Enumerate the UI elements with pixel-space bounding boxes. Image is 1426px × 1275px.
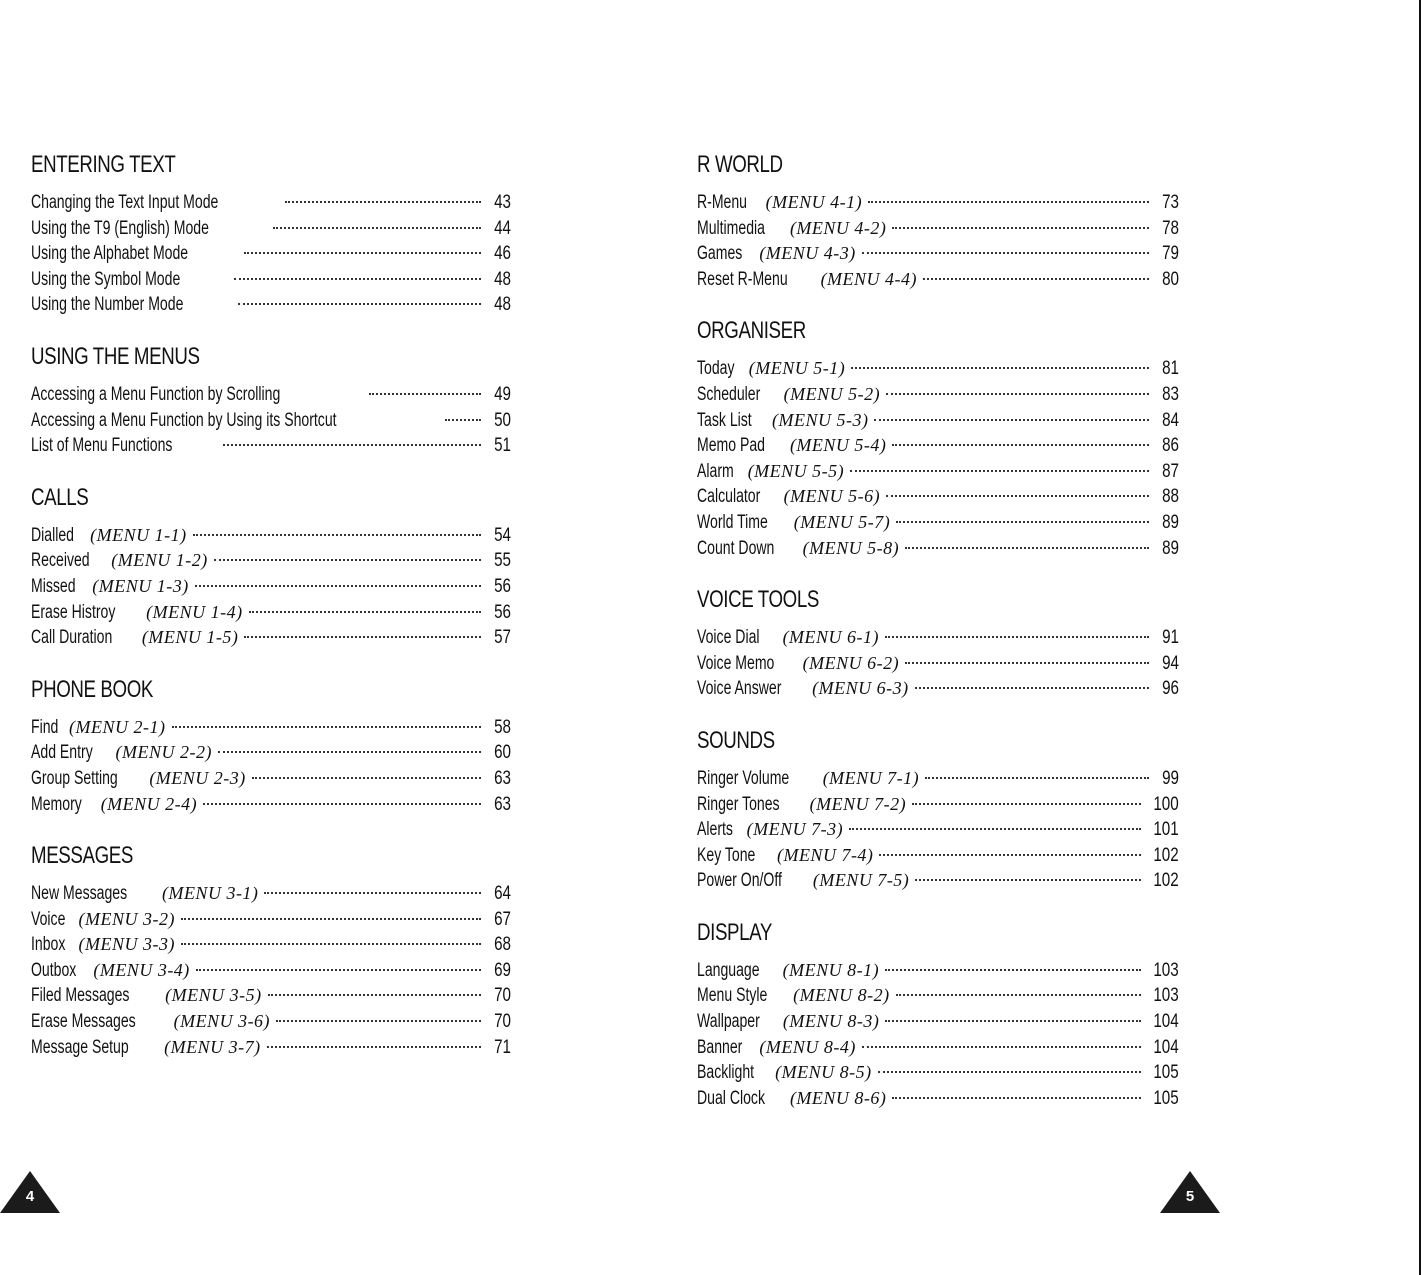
- toc-entry-text: [697, 356, 845, 382]
- dot-leader: [868, 181, 1149, 203]
- toc-entry-text: [697, 241, 856, 267]
- toc-entry-page-number: 69: [494, 959, 511, 981]
- dot-leader: [196, 949, 481, 971]
- toc-entry-menu-ref: (MENU 2-4): [100, 793, 198, 814]
- toc-section: [31, 148, 511, 314]
- toc-entry-page-number: 49: [494, 383, 511, 405]
- toc-entry-menu-ref: (MENU 3-1): [161, 883, 259, 904]
- section-title: R WORLD: [697, 151, 783, 178]
- toc-entry-menu-ref: (MENU 3-6): [173, 1011, 271, 1032]
- right-page-number: 5: [1185, 1188, 1195, 1205]
- dot-leader: [445, 399, 481, 421]
- toc-entry-page-number: 50: [494, 409, 511, 431]
- toc-entry-menu-ref: (MENU 3-7): [164, 1036, 261, 1057]
- toc-entry-label: Received: [31, 550, 90, 572]
- toc-entry-text: [31, 932, 175, 958]
- toc-entry-text: [697, 1009, 879, 1035]
- toc-entry-menu-ref: (MENU 7-2): [809, 793, 907, 814]
- toc-entry-text: [697, 625, 879, 651]
- toc-entry-menu-ref: (MENU 7-1): [822, 767, 920, 788]
- toc-entry-menu-ref: (MENU 2-1): [69, 716, 166, 737]
- toc-entry-label: Dual Clock: [697, 1087, 765, 1109]
- toc-entry-label: Multimedia: [697, 217, 765, 239]
- dot-leader: [851, 347, 1149, 369]
- toc-entry-page-number: 104: [1153, 1011, 1179, 1033]
- toc-entry-page-number: 103: [1153, 985, 1179, 1007]
- toc-entry-text: [31, 292, 232, 318]
- toc-entry-menu-ref: (MENU 5-4): [789, 435, 887, 456]
- toc-entry-label: Dialled: [31, 524, 74, 546]
- toc-entry-label: Wallpaper: [697, 1011, 760, 1033]
- dot-leader: [195, 565, 481, 587]
- toc-entry-page-number: 54: [494, 524, 511, 546]
- toc-entry-menu-ref: (MENU 1-3): [92, 575, 189, 596]
- section-title: DISPLAY: [697, 918, 772, 946]
- toc-entry-page-number: 102: [1153, 844, 1179, 866]
- toc-entry-label: Erase Histroy: [31, 601, 116, 623]
- dot-leader: [892, 207, 1149, 229]
- section-title: VOICE TOOLS: [697, 586, 819, 614]
- toc-entry-label: Power On/Off: [697, 870, 782, 892]
- toc-entry-label: New Messages: [31, 883, 128, 905]
- toc-entry-text: [31, 625, 238, 651]
- toc-entry-text: [697, 651, 899, 677]
- toc-entry-label: List of Menu Functions: [31, 435, 173, 457]
- toc-entry-text: [31, 382, 363, 408]
- toc-entry-label: Language: [697, 959, 760, 981]
- toc-entry-label: Using the Alphabet Mode: [31, 243, 189, 265]
- toc-entry-page-number: 81: [1162, 358, 1179, 380]
- toc-entry-text: [697, 510, 890, 536]
- dot-leader: [923, 258, 1149, 280]
- toc-entry-menu-ref: (MENU 5-5): [747, 460, 845, 481]
- toc-entry-menu-ref: (MENU 8-6): [789, 1087, 887, 1108]
- toc-entry-page-number: 56: [494, 601, 511, 623]
- dot-leader: [276, 1000, 481, 1022]
- toc-entry-menu-ref: (MENU 5-1): [748, 358, 846, 379]
- dot-leader: [234, 258, 481, 280]
- toc-entry-text: [31, 600, 243, 626]
- toc-entry-page-number: 105: [1153, 1062, 1179, 1084]
- toc-entry-menu-ref: (MENU 5-3): [771, 409, 869, 430]
- left-page-number: 4: [25, 1188, 35, 1205]
- toc-entry-label: Count Down: [697, 537, 775, 559]
- toc-entry-label: Inbox: [31, 934, 66, 956]
- toc-entry-page-number: 63: [494, 767, 511, 789]
- dot-leader: [886, 373, 1149, 395]
- section-title: ENTERING TEXT: [31, 151, 176, 178]
- dot-leader: [885, 949, 1141, 971]
- dot-leader: [862, 1026, 1141, 1048]
- toc-entry-label: Today: [697, 358, 735, 380]
- toc-section: [697, 148, 1179, 288]
- toc-entry-menu-ref: (MENU 2-3): [149, 767, 246, 788]
- toc-entry[interactable]: [697, 672, 1179, 698]
- toc-entry-menu-ref: (MENU 8-3): [782, 1011, 880, 1032]
- toc-entry-page-number: 105: [1153, 1087, 1179, 1109]
- dot-leader: [214, 539, 481, 561]
- toc-entry-text: [697, 958, 879, 984]
- toc-entry-text: [697, 817, 843, 843]
- dot-leader: [285, 181, 481, 203]
- section-title: MESSAGES: [31, 842, 133, 870]
- toc-entry-page-number: 89: [1162, 537, 1179, 559]
- toc-entry-text: [697, 1086, 886, 1112]
- toc-entry-label: Missed: [31, 575, 76, 597]
- toc-entry-menu-ref: (MENU 3-3): [78, 934, 176, 955]
- toc-entry-page-number: 102: [1153, 870, 1179, 892]
- dot-leader: [849, 808, 1141, 830]
- toc-entry[interactable]: [697, 532, 1179, 558]
- toc-entry-menu-ref: (MENU 4-2): [789, 217, 887, 238]
- toc-entry-menu-ref: (MENU 5-7): [793, 511, 891, 532]
- toc-entry-menu-ref: (MENU 3-2): [78, 908, 176, 929]
- toc-entry[interactable]: [31, 288, 511, 314]
- dot-leader: [218, 731, 481, 753]
- toc-entry-label: Outbox: [31, 959, 77, 981]
- toc-entry-label: Calculator: [697, 486, 761, 508]
- toc-entry-text: [697, 267, 917, 293]
- dot-leader: [915, 859, 1141, 881]
- toc-entry-label: Reset R-Menu: [697, 268, 788, 290]
- dot-leader: [885, 1000, 1141, 1022]
- toc-entry-text: [31, 1009, 270, 1035]
- toc-entry-label: Scheduler: [697, 383, 761, 405]
- toc-entry-label: Alerts: [697, 819, 733, 841]
- toc-section: [697, 724, 1179, 890]
- toc-entry-page-number: 104: [1153, 1036, 1179, 1058]
- toc-entry-text: [697, 1035, 856, 1061]
- dot-leader: [172, 706, 481, 728]
- toc-entry-page-number: 58: [494, 716, 511, 738]
- dot-leader: [264, 872, 481, 894]
- toc-entry-page-number: 78: [1162, 217, 1179, 239]
- dot-leader: [879, 834, 1141, 856]
- dot-leader: [862, 232, 1149, 254]
- dot-leader: [892, 1077, 1141, 1099]
- toc-entry-text: [697, 190, 862, 216]
- toc-entry-text: [697, 536, 899, 562]
- toc-entry-text: [31, 433, 217, 459]
- toc-entry-label: Using the Symbol Mode: [31, 268, 181, 290]
- toc-entry-text: [31, 241, 238, 267]
- toc-entry-menu-ref: (MENU 8-5): [775, 1062, 872, 1083]
- dot-leader: [181, 898, 481, 920]
- dot-leader: [915, 667, 1149, 689]
- toc-entry-menu-ref: (MENU 5-8): [802, 537, 900, 558]
- toc-entry-label: R-Menu: [697, 192, 748, 213]
- toc-entry-label: World Time: [697, 511, 768, 533]
- toc-entry-page-number: 57: [494, 627, 511, 649]
- dot-leader: [203, 783, 481, 805]
- toc-entry-page-number: 88: [1162, 486, 1179, 508]
- toc-entry-text: [31, 267, 228, 293]
- dot-leader: [273, 207, 482, 229]
- toc-entry-menu-ref: (MENU 6-3): [812, 678, 909, 699]
- toc-right-column: [697, 148, 1179, 1107]
- toc-entry-page-number: 44: [494, 217, 511, 239]
- section-title: SOUNDS: [697, 726, 775, 754]
- toc-entry-menu-ref: (MENU 8-1): [782, 959, 880, 980]
- toc-entry-label: Memo Pad: [697, 435, 765, 457]
- toc-entry-label: Task List: [697, 409, 752, 431]
- toc-entry-text: [31, 216, 267, 242]
- toc-entry-label: Backlight: [697, 1062, 755, 1084]
- toc-entry-menu-ref: (MENU 1-5): [141, 627, 239, 648]
- dot-leader: [874, 399, 1149, 421]
- toc-entry-label: Games: [697, 243, 743, 265]
- toc-entry-label: Find: [31, 716, 59, 738]
- toc-entry-page-number: 103: [1153, 959, 1179, 981]
- toc-entry-page-number: 63: [494, 793, 511, 815]
- toc-entry-page-number: 55: [494, 550, 511, 572]
- toc-entry-page-number: 67: [494, 908, 511, 930]
- toc-entry-label: Ringer Tones: [697, 793, 780, 815]
- toc-entry-menu-ref: (MENU 3-4): [93, 959, 190, 980]
- toc-entry-label: Memory: [31, 793, 82, 815]
- dot-leader: [885, 616, 1149, 638]
- toc-entry-menu-ref: (MENU 5-6): [783, 486, 881, 507]
- toc-entry-text: [31, 1035, 261, 1061]
- toc-entry-menu-ref: (MENU 8-2): [793, 985, 890, 1006]
- toc-entry-page-number: 56: [494, 575, 511, 597]
- toc-entry-text: [31, 983, 262, 1009]
- toc-entry-text: [697, 983, 890, 1009]
- toc-section: [697, 314, 1179, 557]
- toc-entry-menu-ref: (MENU 6-2): [802, 652, 900, 673]
- toc-entry-label: Voice: [31, 908, 66, 930]
- toc-entry-page-number: 101: [1153, 819, 1179, 841]
- dot-leader: [886, 475, 1149, 497]
- toc-entry-page-number: 91: [1162, 627, 1179, 649]
- dot-leader: [878, 1051, 1142, 1073]
- toc-entry-page-number: 46: [494, 243, 511, 265]
- toc-entry-label: Menu Style: [697, 985, 768, 1007]
- toc-entry[interactable]: [31, 378, 511, 404]
- toc-entry-label: Banner: [697, 1036, 743, 1058]
- toc-entry-label: Accessing a Menu Function by Using its Shortcut: [31, 409, 337, 431]
- toc-entry[interactable]: [697, 1082, 1179, 1108]
- dot-leader: [244, 616, 481, 638]
- toc-entry-label: Using the Number Mode: [31, 294, 184, 316]
- toc-entry-menu-ref: (MENU 8-4): [759, 1036, 856, 1057]
- toc-entry-page-number: 100: [1153, 793, 1179, 815]
- dot-leader: [925, 757, 1149, 779]
- dot-leader: [912, 783, 1141, 805]
- toc-entry-menu-ref: (MENU 7-5): [812, 870, 910, 891]
- toc-entry-text: [31, 190, 279, 216]
- toc-section: [31, 340, 511, 455]
- dot-leader: [181, 923, 481, 945]
- toc-entry-text: [31, 523, 187, 549]
- toc-entry-label: Accessing a Menu Function by Scrolling: [31, 383, 281, 405]
- toc-entry-page-number: 70: [494, 985, 511, 1007]
- toc-entry-page-number: 48: [494, 294, 511, 316]
- toc-entry-label: Erase Messages: [31, 1011, 136, 1033]
- toc-entry-menu-ref: (MENU 3-5): [165, 985, 262, 1006]
- toc-entry-text: [31, 574, 189, 600]
- toc-entry-page-number: 96: [1162, 678, 1179, 700]
- dot-leader: [892, 424, 1149, 446]
- toc-entry-text: [697, 676, 909, 702]
- dot-leader: [238, 283, 481, 305]
- toc-entry-page-number: 48: [494, 268, 511, 290]
- toc-entry[interactable]: [697, 864, 1179, 890]
- dot-leader: [249, 591, 481, 613]
- toc-section: [31, 839, 511, 1056]
- toc-entry-page-number: 86: [1162, 435, 1179, 457]
- toc-entry-text: [697, 1060, 872, 1086]
- page-edge-line: [1419, 0, 1421, 1275]
- toc-entry-text: [31, 715, 166, 741]
- toc-entry-text: [697, 408, 868, 434]
- toc-entry-menu-ref: (MENU 4-3): [759, 243, 856, 264]
- toc-entry-text: [31, 740, 212, 766]
- toc-entry[interactable]: [31, 429, 511, 455]
- section-title: PHONE BOOK: [31, 675, 153, 703]
- toc-entry-label: Call Duration: [31, 627, 113, 649]
- toc-entry-page-number: 70: [494, 1011, 511, 1033]
- toc-entry-label: Voice Memo: [697, 652, 775, 674]
- toc-entry-text: [697, 843, 873, 869]
- toc-entry-label: Ringer Volume: [697, 767, 790, 789]
- toc-entry-text: [697, 766, 919, 792]
- toc-entry-page-number: 68: [494, 934, 511, 956]
- toc-entry-text: [31, 548, 208, 574]
- toc-entry-menu-ref: (MENU 4-1): [765, 192, 863, 212]
- toc-entry-label: Filed Messages: [31, 985, 130, 1007]
- toc-entry-menu-ref: (MENU 1-1): [90, 524, 187, 545]
- toc-entry-label: Group Setting: [31, 767, 118, 789]
- toc-entry-label: Add Entry: [31, 742, 93, 764]
- toc-entry-page-number: 60: [494, 742, 511, 764]
- toc-entry-page-number: 89: [1162, 511, 1179, 533]
- toc-entry-text: [697, 868, 909, 894]
- toc-entry-text: [697, 484, 880, 510]
- toc-entry-text: [31, 907, 175, 933]
- toc-entry[interactable]: [697, 263, 1179, 289]
- toc-entry-page-number: 84: [1162, 409, 1179, 431]
- toc-entry-label: Voice Dial: [697, 627, 760, 649]
- toc-entry-page-number: 79: [1162, 243, 1179, 265]
- toc-entry-page-number: 51: [494, 435, 511, 457]
- dot-leader: [905, 527, 1149, 549]
- toc-entry-page-number: 99: [1162, 767, 1179, 789]
- toc-section: [31, 673, 511, 813]
- toc-section: [31, 481, 511, 647]
- toc-entry-menu-ref: (MENU 7-3): [746, 819, 844, 840]
- dot-leader: [268, 974, 481, 996]
- toc-entry[interactable]: [31, 1031, 511, 1057]
- dot-leader: [244, 232, 481, 254]
- toc-entry-page-number: 94: [1162, 652, 1179, 674]
- section-title: ORGANISER: [697, 317, 806, 345]
- toc-entry-menu-ref: (MENU 2-2): [115, 742, 212, 763]
- toc-entry-label: Key Tone: [697, 844, 756, 866]
- toc-entry-label: Message Setup: [31, 1036, 129, 1058]
- toc-entry-text: [697, 216, 886, 242]
- toc-entry-text: [31, 958, 190, 984]
- toc-entry-text: [697, 459, 844, 485]
- toc-entry-text: [697, 382, 880, 408]
- toc-entry-menu-ref: (MENU 1-4): [146, 601, 243, 622]
- toc-entry-menu-ref: (MENU 1-2): [111, 550, 208, 571]
- dot-leader: [369, 373, 481, 395]
- toc-section: [697, 583, 1179, 698]
- dot-leader: [905, 642, 1149, 664]
- toc-entry-menu-ref: (MENU 5-2): [783, 383, 881, 404]
- toc-entry-menu-ref: (MENU 4-4): [820, 268, 918, 289]
- dot-leader: [267, 1026, 481, 1048]
- toc-section: [697, 916, 1179, 1108]
- toc-entry-page-number: 80: [1162, 268, 1179, 290]
- dot-leader: [896, 974, 1142, 996]
- toc-entry-page-number: 71: [494, 1036, 511, 1058]
- toc-entry-menu-ref: (MENU 7-4): [776, 844, 874, 865]
- toc-entry-page-number: 83: [1162, 383, 1179, 405]
- dot-leader: [252, 757, 481, 779]
- toc-entry-label: Voice Answer: [697, 678, 782, 700]
- dot-leader: [896, 501, 1149, 523]
- toc-entry-label: Changing the Text Input Mode: [31, 192, 219, 213]
- toc-entry-page-number: 87: [1162, 460, 1179, 482]
- toc-entry-text: [31, 792, 197, 818]
- dot-leader: [223, 424, 481, 446]
- toc-entry-page-number: 64: [494, 883, 511, 905]
- section-title: CALLS: [31, 483, 89, 511]
- toc-entry-page-number: 43: [494, 192, 511, 213]
- toc-entry-label: Alarm: [697, 460, 734, 482]
- dot-leader: [193, 514, 481, 536]
- toc-entry-menu-ref: (MENU 6-1): [782, 627, 880, 648]
- toc-entry-label: Using the T9 (English) Mode: [31, 217, 209, 239]
- toc-entry-page-number: 73: [1162, 192, 1179, 213]
- dot-leader: [850, 450, 1149, 472]
- toc-entry[interactable]: [31, 621, 511, 647]
- toc-left-column: [31, 148, 511, 1056]
- section-title: USING THE MENUS: [31, 342, 200, 370]
